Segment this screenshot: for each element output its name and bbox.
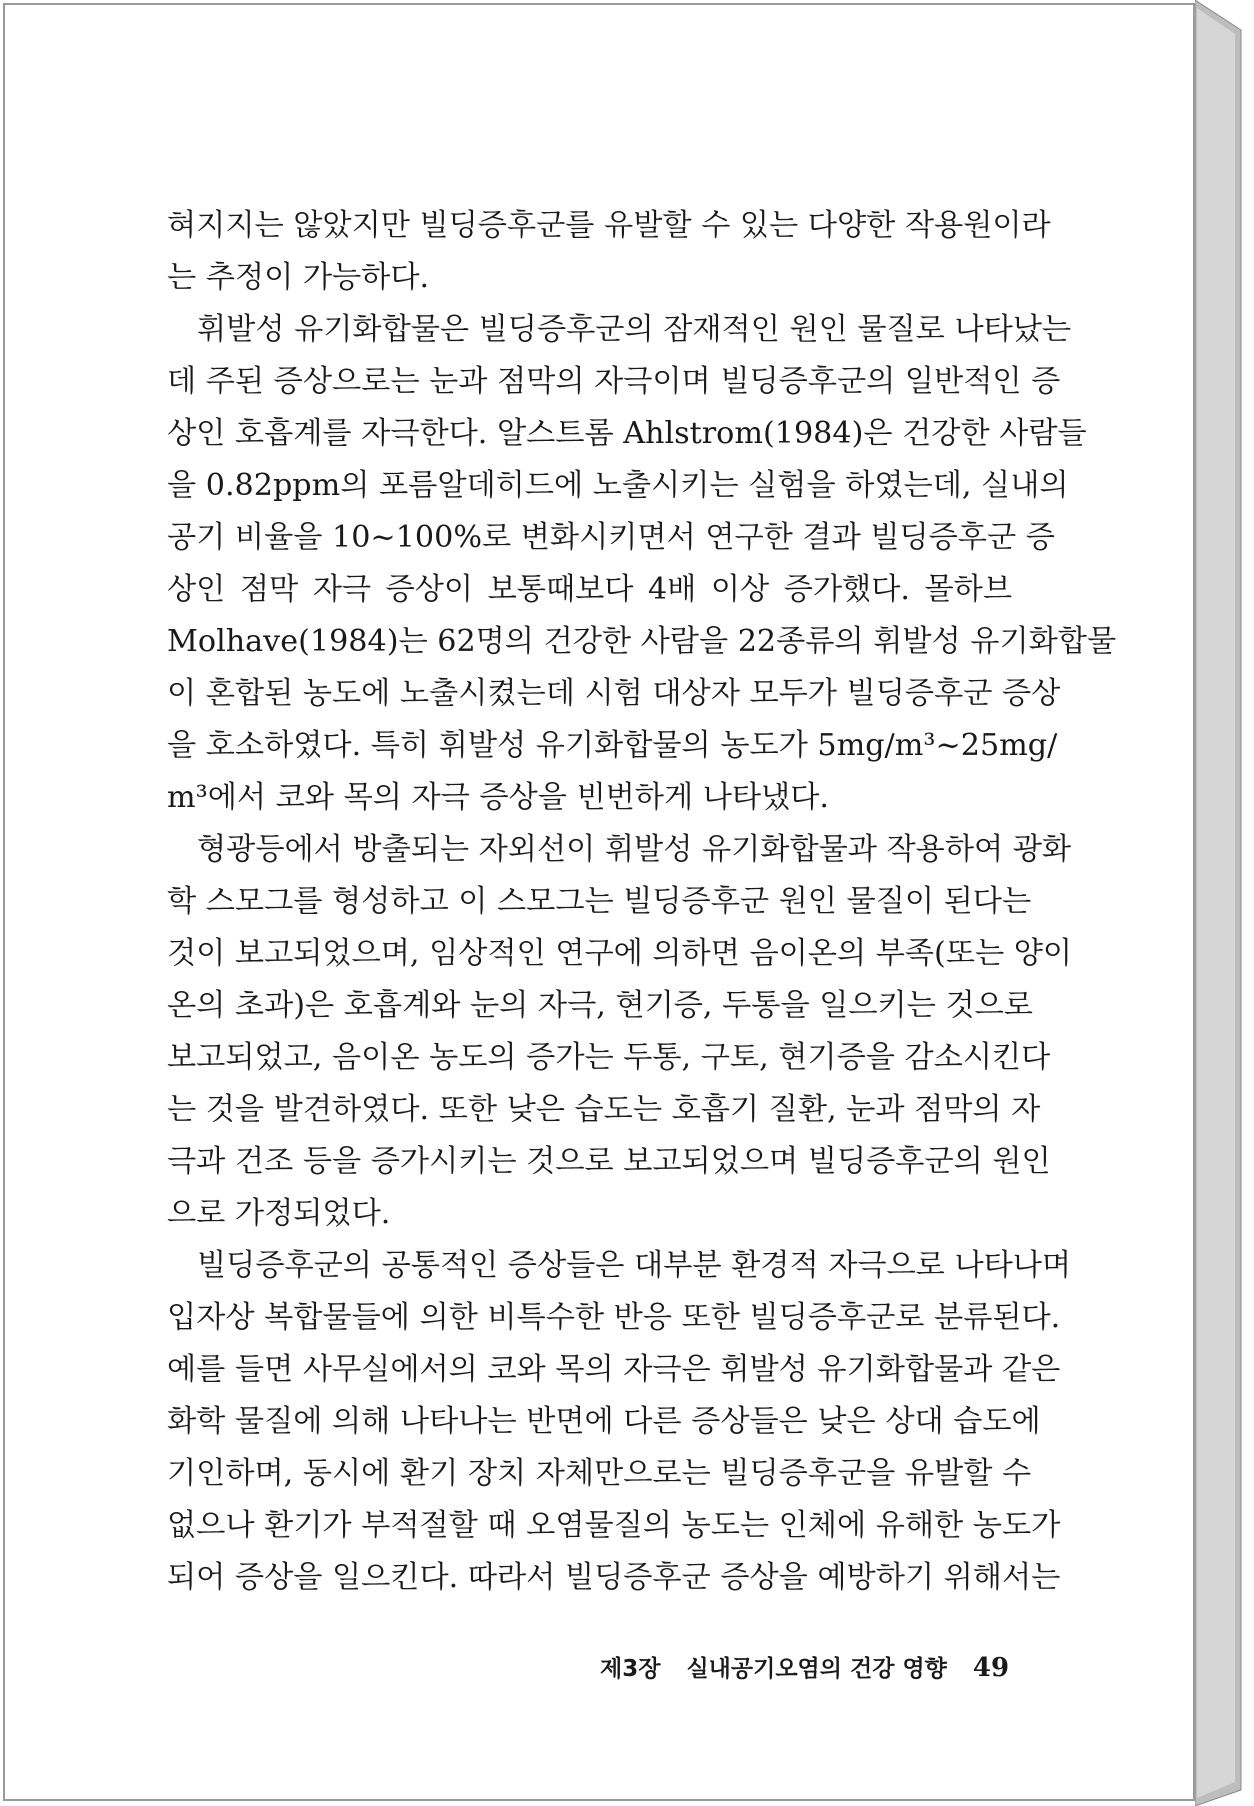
text-line: 학 스모그를 형성하고 이 스모그는 빌딩증후군 원인 물질이 된다는 (167, 884, 1032, 919)
text-line: 빌딩증후군의 공통적인 증상들은 대부분 환경적 자극으로 나타나며 (197, 1248, 1072, 1283)
running-footer (600, 1650, 1009, 1683)
text-line: 극과 건조 등을 증가시키는 것으로 보고되었으며 빌딩증후군의 원인 (167, 1144, 1051, 1179)
text-line: Molhave(1984)는 62명의 건강한 사람을 22종류의 휘발성 유기화합물 (167, 624, 1117, 659)
text-line: 혀지지는 않았지만 빌딩증후군를 유발할 수 있는 다양한 작용원이라 (167, 208, 1051, 243)
text-line: m³에서 코와 목의 자극 증상을 빈번하게 나타냈다. (167, 780, 829, 815)
text-line: 되어 증상을 일으킨다. 따라서 빌딩증후군 증상을 예방하기 위해서는 (167, 1560, 1061, 1595)
text-line: 것이 보고되었으며, 임상적인 연구에 의하면 음이온의 부족(또는 양이 (167, 936, 1073, 971)
text-line: 형광등에서 방출되는 자외선이 휘발성 유기화합물과 작용하여 광화 (197, 832, 1072, 867)
text-line: 기인하며, 동시에 환기 장치 자체만으로는 빌딩증후군을 유발할 수 (167, 1456, 1032, 1491)
chapter-title: 실내공기오염의 건강 영향 (686, 1656, 947, 1682)
chapter-label: 제3장 (600, 1656, 661, 1682)
text-line: 을 호소하였다. 특히 휘발성 유기화합물의 농도가 5mg/m³~25mg/ (167, 728, 1058, 763)
text-line: 온의 초과)은 호흡계와 눈의 자극, 현기증, 두통을 일으키는 것으로 (167, 988, 1033, 1023)
text-line: 는 것을 발견하였다. 또한 낮은 습도는 호흡기 질환, 눈과 점막의 자 (167, 1092, 1041, 1127)
text-line: 는 추정이 가능하다. (167, 260, 430, 295)
text-line: 보고되었고, 음이온 농도의 증가는 두통, 구토, 현기증을 감소시킨다 (167, 1040, 1051, 1075)
text-line: 상인 호흡계를 자극한다. 알스트롬 Ahlstrom(1984)은 건강한 사람들 (167, 416, 1087, 451)
text-line: 을 0.82ppm의 포름알데히드에 노출시키는 실험을 하였는데, 실내의 (167, 468, 1069, 503)
page-edge-shading (1195, 0, 1254, 1806)
text-line: 화학 물질에 의해 나타나는 반면에 다른 증상들은 낮은 상대 습도에 (167, 1404, 1041, 1439)
page-number: 49 (972, 1653, 1010, 1683)
text-line: 으로 가정되었다. (167, 1196, 391, 1231)
text-line: 이 혼합된 농도에 노출시켰는데 시험 대상자 모두가 빌딩증후군 증상 (167, 676, 1061, 711)
text-line: 휘발성 유기화합물은 빌딩증후군의 잠재적인 원인 물질로 나타났는 (197, 312, 1072, 347)
text-line: 없으나 환기가 부적절할 때 오염물질의 농도는 인체에 유해한 농도가 (167, 1508, 1061, 1543)
text-line: 상인 점막 자극 증상이 보통때보다 4배 이상 증가했다. 몰하브 (167, 572, 1012, 607)
text-line: 예를 들면 사무실에서의 코와 목의 자극은 휘발성 유기화합물과 같은 (167, 1352, 1061, 1387)
body-text (167, 200, 1117, 1604)
text-line: 데 주된 증상으로는 눈과 점막의 자극이며 빌딩증후군의 일반적인 증 (167, 364, 1061, 399)
text-line: 입자상 복합물들에 의한 비특수한 반응 또한 빌딩증후군로 분류된다. (167, 1300, 1061, 1335)
text-line: 공기 비율을 10~100%로 변화시키면서 연구한 결과 빌딩증후군 증 (167, 520, 1055, 555)
